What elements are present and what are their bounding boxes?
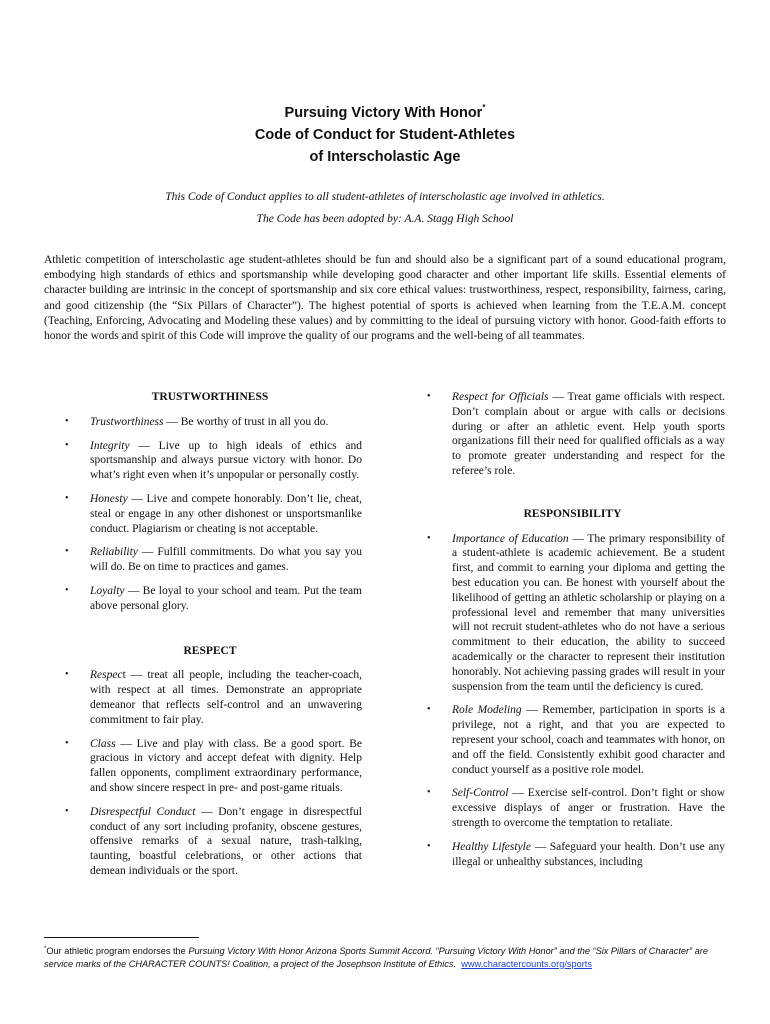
charactercounts-link[interactable]: www.charactercounts.org/sports — [461, 958, 592, 969]
list-item-class: • Class — Live and play with class. Be a good sport. Be gracious in victory and accept defeat with dignity. Help fallen opponents, compliment extraordinary performance, and show sincere respect in pre- and post-game rituals. — [65, 737, 362, 794]
responsibility-heading: RESPONSIBILITY — [523, 507, 622, 520]
footnote-text-1: Our athletic program endorses the — [46, 946, 189, 957]
respect-heading: RESPECT — [183, 644, 237, 657]
list-item-respect-for-officials: • Respect for Officials — Treat game officials with respect. Don’t complain about or argue with calls or decisions during or after an athletic event. Help youth sports organizations fill their need for qualified officials as a way to promote greater understanding and respect for the referee’s role. — [427, 391, 726, 477]
bullet-icon: • — [65, 737, 69, 749]
title-footnote-mark: * — [482, 103, 486, 112]
footnote — [44, 943, 734, 970]
responsibility-list — [420, 532, 725, 870]
right-column — [420, 390, 725, 878]
trustworthiness-list — [58, 415, 362, 614]
footnote-divider — [44, 937, 199, 938]
left-column — [58, 390, 362, 888]
bullet-icon: • — [427, 532, 431, 544]
bullet-icon: • — [427, 787, 431, 799]
bullet-icon: • — [65, 669, 69, 681]
bullet-icon: • — [65, 492, 69, 504]
list-item-reliability: • Reliability — Fulfill commitments. Do what you say you will do. Be on time to practices and games. — [65, 546, 362, 574]
list-item-trustworthiness: • Trustworthiness — Be worthy of trust in all you do. — [65, 415, 329, 428]
respect-list — [58, 668, 362, 878]
footnote-text-2: Pursuing Victory With Honor Arizona Sports Summit Accord. “Pursuing Victory With Honor” and the “Six Pillars of Character” are service marks of the CHARACTER COUNTS! Coalition, a project of the Josephson Institute of Ethics. — [44, 946, 708, 969]
list-item-self-control: • Self-Control — Exercise self-control. Don’t fight or show excessive displays of anger or frustration. Have the strength to overcome the temptation to retaliate. — [427, 787, 725, 829]
title-line-2: Code of Conduct for Student-Athletes — [254, 127, 516, 143]
bullet-icon: • — [65, 584, 69, 596]
bullet-icon: • — [65, 439, 69, 451]
list-item-role-modeling: • Role Modeling — Remember, participation in sports is a privilege, not a right, and that you are expected to represent your school, coach and teammates with honor, on and off the field. Consistently exhibit good character and conduct yourself as a positive role model. — [427, 704, 725, 776]
document-title — [0, 97, 770, 168]
bullet-icon: • — [65, 546, 69, 558]
adopted-by-statement: The Code has been adopted by: A.A. Stagg High School — [256, 213, 514, 225]
bullet-icon: • — [65, 805, 69, 817]
officials-list — [420, 390, 725, 479]
title-line-3: of Interscholastic Age — [309, 149, 461, 165]
list-item-respect: • Respect — treat all people, including the teacher-coach, with respect at all times. Demonstrate an appropriate demeanor that reflects self-control and an unwavering commitment to fair play. — [65, 669, 362, 726]
trustworthiness-heading: TRUSTWORTHINESS — [151, 391, 269, 403]
bullet-icon: • — [427, 704, 431, 716]
bullet-icon: • — [65, 415, 69, 427]
list-item-healthy-lifestyle: • Healthy Lifestyle — Safeguard your health. Don’t use any illegal or unhealthy substances, including — [427, 840, 725, 868]
list-item-importance-of-education: • Importance of Education — The primary responsibility of a student-athlete is academic achievement. Be a student first, and commit to earning your diploma and getting the best education you can. Be honest with yourself about the likelihood of getting an athletic scholarship or playing on a professional level and remember that many universities will not recruit student-athletes who do not have a serious commitment to their education, the ability to succeed academically or the character to represent their institution honorably. Not achieving passing grades will result in your suspension from the team until the deficiency is cured. — [427, 532, 725, 693]
list-item-honesty: • Honesty — Live and compete honorably. Don’t lie, cheat, steal or engage in any other dishonest or unsportsmanlike conduct. Plagiarism or cheating is not acceptable. — [65, 492, 362, 535]
intro-paragraph: Athletic competition of interscholastic age student-athletes should be fun and should also be a significant part of a sound educational program, embodying high standards of ethics and sportsmanship while developing good character and other important life skills. Essential elements of character building are intrinsic in the concept of sportsmanship and six core ethical values: trustworthiness, respect, responsibility, fairness, caring, and good citizenship (the “Six Pillars of Character”). The highest potential of sports is achieved when learning from the T.E.A.M. concept (Teaching, Enforcing, Advocating and Modeling these values) and by committing to the ideal of pursuing victory with honor. Good-faith efforts to honor the words and spirit of this Code will improve the quality of our programs and the well-being of all teammates. — [44, 254, 726, 343]
list-item-integrity: • Integrity — Live up to high ideals of ethics and sportsmanship and always pursue victory with honor. Do what’s right even when it’s unpopular or personally costly. — [65, 439, 362, 482]
list-item-loyalty: • Loyalty — Be loyal to your school and team. Put the team above personal glory. — [65, 584, 362, 612]
applies-statement: This Code of Conduct applies to all student-athletes of interscholastic age involved in athletics. — [165, 191, 605, 203]
bullet-icon: • — [427, 391, 431, 402]
bullet-icon: • — [427, 840, 431, 852]
list-item-disrespectful-conduct: • Disrespectful Conduct — Don’t engage in disrespectful conduct of any sort including profanity, obscene gestures, offensive remarks of a sexual nature, trash-talking, taunting, boastful celebrations, or other actions that demean individuals or the sport. — [65, 805, 362, 877]
footnote-mark: * — [44, 946, 47, 952]
title-line-1: Pursuing Victory With Honor* — [284, 103, 486, 121]
